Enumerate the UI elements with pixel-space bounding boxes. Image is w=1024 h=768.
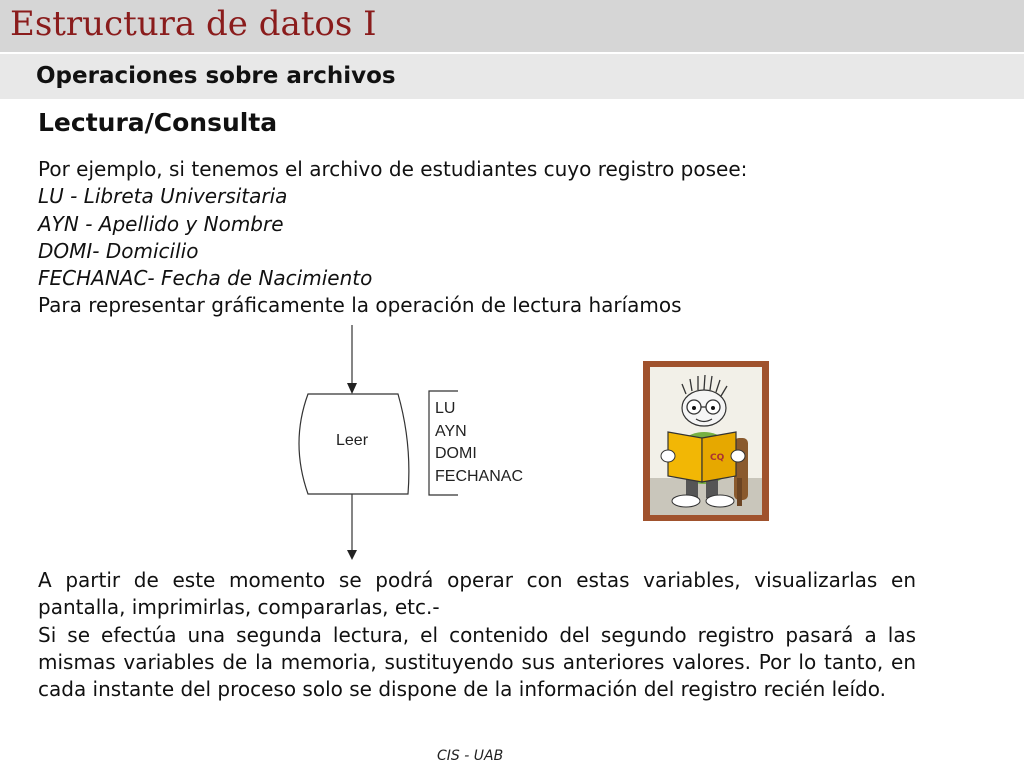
field-item: DOMI- Domicilio [38, 238, 199, 263]
section-heading: Lectura/Consulta [38, 108, 278, 137]
explanation-paragraph: A partir de este momento se podrá operar con estas variables, visualizarlas en pantalla, imprimirlas, compararlas, etc.- [38, 568, 916, 620]
variable-item: FECHANAC [435, 467, 524, 485]
intro-line: Por ejemplo, si tenemos el archivo de estudiantes cuyo registro posee: [38, 157, 748, 181]
field-item: AYN - Apellido y Nombre [38, 211, 284, 236]
read-block-label: Leer [336, 432, 369, 449]
variable-item: AYN [435, 422, 467, 440]
explanation-text [38, 567, 916, 703]
variable-item: LU [435, 400, 456, 417]
reading-character-illustration [642, 360, 770, 522]
slide-subtitle: Operaciones sobre archivos [36, 63, 396, 89]
variable-list [435, 398, 523, 488]
field-item: LU - Libreta Universitaria [38, 184, 288, 209]
field-item: FECHANAC- Fecha de Nacimiento [38, 266, 373, 291]
intro-text [38, 156, 747, 320]
svg-text:CQ: CQ [710, 453, 725, 463]
variable-item: DOMI [435, 445, 477, 462]
arrow-head-icon [347, 550, 357, 560]
arrow-head-icon [347, 383, 357, 394]
footer-text: CIS - UAB [437, 748, 504, 764]
explanation-paragraph: Si se efectúa una segunda lectura, el contenido del segundo registro pasará a las mismas variables de la memoria, sustituyendo sus anteriores valores. Por lo tanto, en cada instante del proceso solo se dispone de la información del registro recién leído. [38, 622, 916, 702]
slide-title: Estructura de datos I [10, 4, 377, 44]
intro-line-last: Para representar gráficamente la operación de lectura haríamos [38, 293, 682, 318]
